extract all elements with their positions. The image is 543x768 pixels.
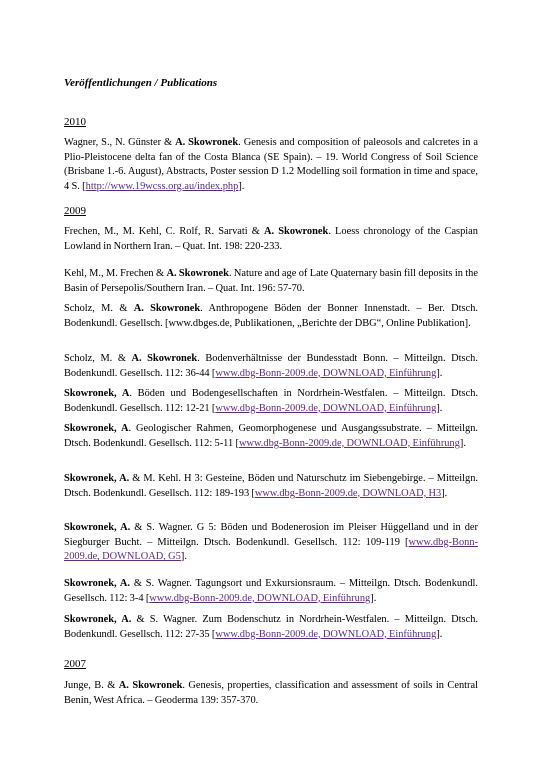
publication-entry <box>64 136 478 194</box>
highlighted-author: Skowronek, A. <box>64 522 131 533</box>
citation-tail: ]. <box>370 592 377 604</box>
citation-text: . Genesis and composition of paleosols and calcretes in a Plio-Pleistocene delta fan of the Costa Blanca (SE Spain). – 19. World Congress of Soil Science (Brisbane 1.-6. August), Abstracts, Poster session D 1.2 Modelling soil formation in time and space, 4 S. [ <box>64 137 478 192</box>
citation-text: . Geologischer Rahmen, Geomorphogenese und Ausgangssubstrate. – Mitteilgn. Dtsch. Bodenkundl. Gesellsch. 112: 5-11 [ <box>64 423 478 449</box>
citation-text: . Genesis, properties, classification and assessment of soils in Central Benin, West Africa. – Geoderma 139: 357-370. <box>64 680 479 706</box>
citation-text: . Anthropogene Böden der Bonner Innenstadt. – Ber. Dtsch. Bodenkundl. Gesellsch. [www.dbges.de, Publikationen, „Berichte der DBG“, Online Publikation]. <box>64 303 478 329</box>
publication-entry <box>64 613 478 642</box>
publication-entry <box>64 521 478 565</box>
citation-link[interactable]: http://www.19wcss.org.au/index.php <box>85 180 239 192</box>
highlighted-author: Skowronek, A <box>64 423 129 434</box>
authors-prefix: Scholz, M. & <box>64 353 132 364</box>
publication-entry <box>64 387 478 416</box>
highlighted-author: Skowronek, A. <box>64 614 132 625</box>
citation-link[interactable]: www.dbg-Bonn-2009.de, DOWNLOAD, H3 <box>254 487 442 499</box>
publication-entry <box>64 577 478 606</box>
citation-text: . Nature and age of Late Quaternary basin fill deposits in the Basin of Persepolis/Southern Iran. – Quat. Int. 196: 57-70. <box>64 268 478 294</box>
citation-text: & S. Wagner. G 5: Böden und Bodenerosion im Pleiser Hüggelland und in der Siegburger Bucht. – Mitteilgn. Dtsch. Bodenkundl. Gesellsch. 112: 109-119 [ <box>64 522 478 548</box>
citation-tail: ]. <box>436 402 443 414</box>
authors-prefix: Wagner, S., N. Günster & <box>64 137 176 148</box>
citation-tail: ]. <box>436 367 443 379</box>
citation-text: & S. Wagner. Tagungsort und Exkursionsraum. – Mitteilgn. Dtsch. Bodenkundl. Gesellsch. 112: 3-4 [ <box>64 578 478 604</box>
highlighted-author: Skowronek, A. <box>64 473 130 484</box>
highlighted-author: Skowronek, A. <box>64 578 130 589</box>
citation-link[interactable]: www.dbg-Bonn-2009.de, DOWNLOAD, Einführung <box>215 628 437 640</box>
publication-entry <box>64 225 478 254</box>
authors-prefix: Junge, B. & <box>64 680 119 691</box>
citation-tail: ]. <box>436 628 443 640</box>
page-title: Veröffentlichungen / Publications <box>64 77 218 89</box>
publication-entry <box>64 352 478 381</box>
authors-prefix: Kehl, M., M. Frechen & <box>64 268 167 279</box>
citation-text: . Bodenverhältnisse der Bundesstadt Bonn. – Mitteilgn. Dtsch. Bodenkundl. Gesellsch. 112: 36-44 [ <box>64 353 478 379</box>
citation-tail: ]. <box>441 487 448 499</box>
citation-text: . Loess chronology of the Caspian Lowland in Northern Iran. – Quat. Int. 198: 220-233. <box>64 226 478 252</box>
authors-prefix: Frechen, M., M. Kehl, C. Rolf, R. Sarvati & <box>64 226 265 237</box>
citation-tail: ]. <box>238 180 245 192</box>
citation-text: & M. Kehl. H 3: Gesteine, Böden und Naturschutz im Siebengebirge. – Mitteilgn. Dtsch. Bodenkundl. Gesellsch. 112: 189-193 [ <box>64 473 478 499</box>
highlighted-author: A. Skowronek <box>133 303 201 314</box>
publication-entry <box>64 422 478 451</box>
highlighted-author: Skowronek, A <box>64 388 130 399</box>
publication-entry <box>64 472 478 501</box>
citation-link[interactable]: www.dbg-Bonn-2009.de, DOWNLOAD, Einführung <box>215 402 437 414</box>
authors-prefix: Scholz, M. & <box>64 303 134 314</box>
publication-entry <box>64 267 478 296</box>
highlighted-author: A. Skowronek <box>175 137 239 148</box>
citation-tail: ]. <box>180 551 187 563</box>
publication-entry <box>64 302 478 331</box>
highlighted-author: A. Skowronek <box>118 680 183 691</box>
highlighted-author: A. Skowronek <box>131 353 198 364</box>
citation-text: . Böden und Bodengesellschaften in Nordrhein-Westfalen. – Mitteilgn. Dtsch. Bodenkundl. Gesellsch. 112: 12-21 [ <box>64 388 479 414</box>
citation-link[interactable]: www.dbg-Bonn-2009.de, DOWNLOAD, Einführung <box>215 367 437 379</box>
citation-link[interactable]: www.dbg-Bonn-2009.de, DOWNLOAD, Einführung <box>238 437 460 449</box>
highlighted-author: A. Skowronek <box>264 226 329 237</box>
citation-link[interactable]: www.dbg-Bonn-2009.de, DOWNLOAD, G5 <box>64 536 478 563</box>
year-heading-2009: 2009 <box>64 205 86 217</box>
year-heading-2010: 2010 <box>64 116 86 128</box>
highlighted-author: A. Skowronek <box>166 268 229 279</box>
publication-entry <box>64 679 478 708</box>
citation-link[interactable]: www.dbg-Bonn-2009.de, DOWNLOAD, Einführung <box>149 592 371 604</box>
citation-tail: ]. <box>459 437 466 449</box>
year-heading-2007: 2007 <box>64 658 86 670</box>
citation-text: & S. Wagner. Zum Bodenschutz in Nordrhein-Westfalen. – Mitteilgn. Dtsch. Bodenkundl. Gesellsch. 112: 27-35 [ <box>64 614 479 640</box>
